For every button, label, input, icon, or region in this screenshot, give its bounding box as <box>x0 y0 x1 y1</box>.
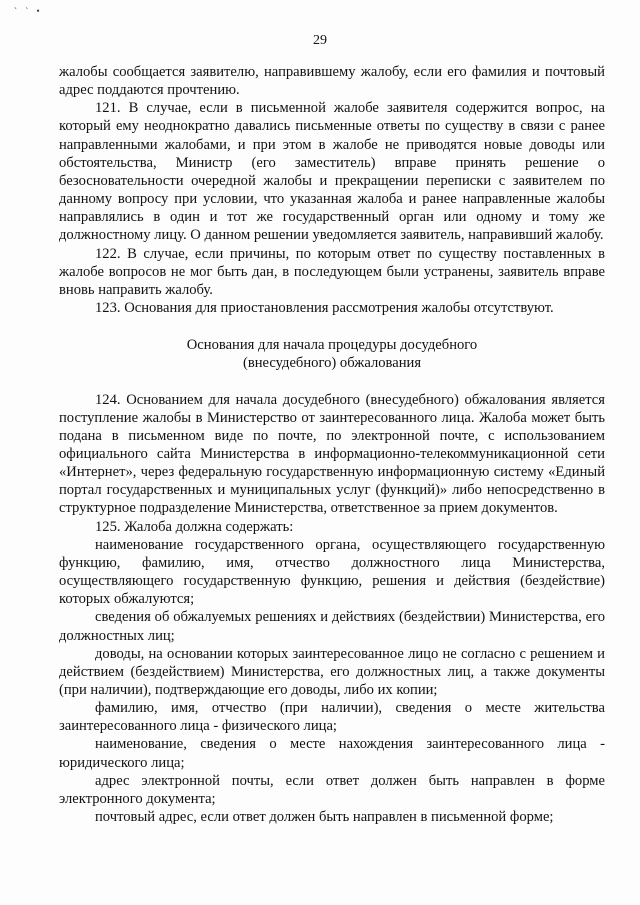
section-heading-line-2: (внесудебного) обжалования <box>242 355 422 372</box>
list-item-individual-info: фамилию, имя, отчество (при наличии), сведения о месте жительства заинтересованного лица - физического лица; <box>59 700 605 735</box>
page-number: 29 <box>313 33 327 48</box>
list-item-legal-entity-info: наименование, сведения о месте нахождения заинтересованного лица - юридического лица; <box>59 736 605 771</box>
document-body <box>59 63 605 826</box>
paragraph-124: 124. Основанием для начала досудебного (внесудебного) обжалования является поступление жалобы в Министерство от заинтересованного лица. Жалоба может быть подана в письменном виде по почте, по электронной почте, с использованием официального сайта Министерства в информационно-телекоммуникационной сети «Интернет», через федеральную государственную информационную систему «Единый портал государственных и муниципальных услуг (функций)» либо непосредственно в структурное подразделение Министерства, ответственное за прием документов. <box>59 391 605 517</box>
paragraph-122: 122. В случае, если причины, по которым ответ по существу поставленных в жалобе вопросов не мог быть дан, в последующем были устранены, заявитель вправе вновь направить жалобу. <box>59 245 605 298</box>
list-item-decisions: сведения об обжалуемых решениях и действиях (бездействии) Министерства, его должностных лиц; <box>59 609 605 644</box>
paragraph-continuation: жалобы сообщается заявителю, направившему жалобу, если его фамилия и почтовый адрес поддаются прочтению. <box>59 64 605 99</box>
list-item-arguments: доводы, на основании которых заинтересованное лицо не согласно с решением и действием (бездействием) Министерства, его должностных лиц, а также документы (при наличии), подтверждающие его доводы, либо их копии; <box>59 645 605 698</box>
paragraph-121: 121. В случае, если в письменной жалобе заявителя содержится вопрос, на который ему неоднократно давались письменные ответы по существу в связи с ранее направленными жалобами, и при этом в жалобе не приводятся новые доводы или обстоятельства, Министр (его заместитель) вправе принять решение о безосновательности очередной жалобы и прекращении переписки с заявителем по данному вопросу при условии, что указанная жалоба и ранее направленные жалобы направлялись в один и тот же государственный орган или одному и тому же должностному лицу. О данном решении уведомляется заявитель, направивший жалобу. <box>59 100 605 244</box>
section-heading <box>59 336 605 372</box>
scan-artifact: ` ` • <box>14 6 43 16</box>
paragraph-123: 123. Основания для приостановления рассмотрения жалобы отсутствуют. <box>95 300 554 317</box>
list-item-email: адрес электронной почты, если ответ должен быть направлен в форме электронного документа; <box>59 772 605 807</box>
section-heading-line-1: Основания для начала процедуры досудебного <box>186 337 478 354</box>
list-item-agency-name: наименование государственного органа, осуществляющего государственную функцию, фамилию, имя, отчество должностного лица Министерства, осуществляющего государственную функцию, решения и действия (бездействие) которых обжалуются; <box>59 536 605 608</box>
list-item-postal-address: почтовый адрес, если ответ должен быть направлен в письменной форме; <box>95 809 554 826</box>
paragraph-125: 125. Жалоба должна содержать: <box>95 518 294 535</box>
